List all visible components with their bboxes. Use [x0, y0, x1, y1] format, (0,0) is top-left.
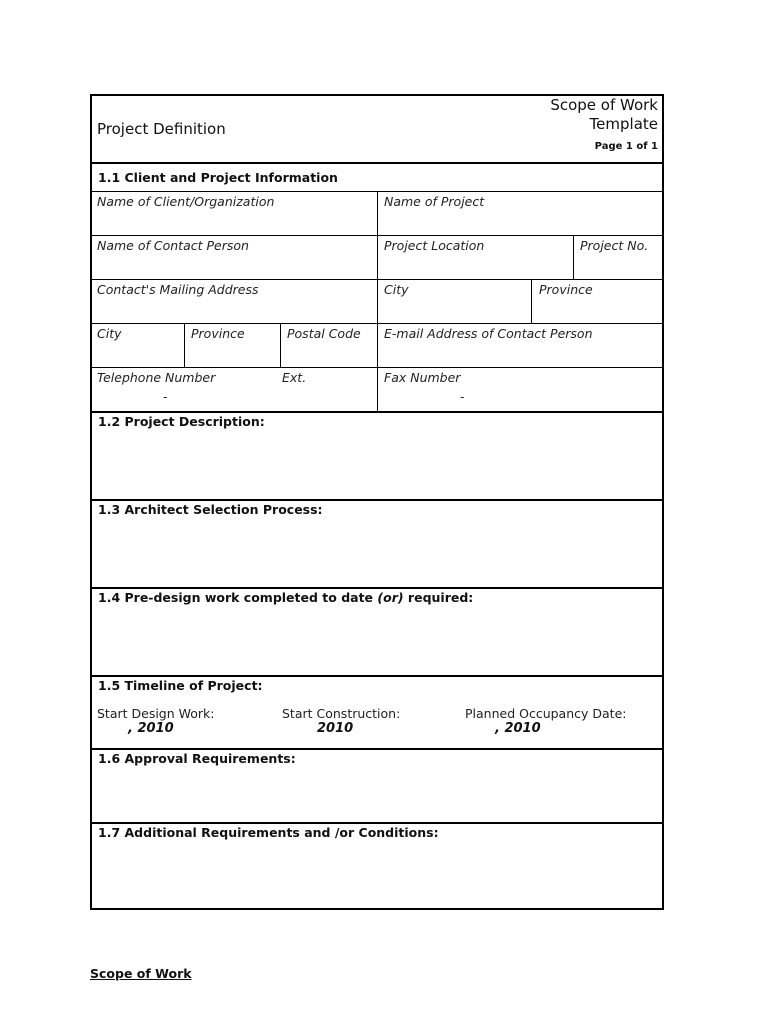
contact-province-field[interactable]: Province — [191, 326, 245, 341]
postal-code-field[interactable]: Postal Code — [287, 326, 361, 341]
additional-requirements-area[interactable] — [92, 844, 662, 908]
telephone-dash: - — [163, 389, 168, 404]
section-1-7-heading: 1.7 Additional Requirements and /or Conditions: — [98, 825, 439, 840]
divider-1-2 — [90, 411, 664, 413]
fax-dash: - — [460, 389, 465, 404]
page-indicator: Page 1 of 1 — [594, 141, 658, 152]
divider-center-vertical — [377, 191, 378, 411]
fax-field[interactable]: Fax Number — [384, 370, 461, 385]
design-start-label: Start Design Work: — [97, 706, 215, 721]
project-city-field[interactable]: City — [384, 282, 409, 297]
template-title-line1: Scope of Work — [550, 96, 658, 114]
project-name-field[interactable]: Name of Project — [384, 194, 485, 209]
section-1-4-heading-or: (or) — [377, 590, 404, 605]
construction-start-label: Start Construction: — [282, 706, 401, 721]
mailing-address-field[interactable]: Contact's Mailing Address — [97, 282, 259, 297]
section-1-1-heading: 1.1 Client and Project Information — [98, 170, 338, 185]
divider-header — [90, 162, 664, 164]
architect-selection-area[interactable] — [92, 521, 662, 585]
section-1-3-heading: 1.3 Architect Selection Process: — [98, 502, 323, 517]
contact-city-field[interactable]: City — [97, 326, 122, 341]
project-description-area[interactable] — [92, 433, 662, 497]
section-1-6-heading: 1.6 Approval Requirements: — [98, 751, 296, 766]
page-title: Project Definition — [97, 120, 226, 138]
section-1-4-heading-suffix: required: — [403, 590, 474, 605]
divider-1-3 — [90, 499, 664, 501]
divider-1-5 — [90, 675, 664, 677]
template-title — [550, 96, 658, 134]
predesign-work-area[interactable] — [92, 609, 662, 673]
template-title-line2: Template — [589, 115, 658, 133]
section-1-4-heading — [98, 590, 473, 605]
section-1-2-heading: 1.2 Project Description: — [98, 414, 265, 429]
construction-start-value[interactable]: 2010 — [317, 721, 354, 736]
email-field[interactable]: E-mail Address of Contact Person — [384, 326, 593, 341]
project-location-field[interactable]: Project Location — [384, 238, 485, 253]
occupancy-date-value[interactable]: , 2010 — [495, 721, 541, 736]
telephone-field[interactable]: Telephone Number — [97, 370, 216, 385]
divider-province-left — [184, 323, 185, 367]
divider-province-right — [531, 279, 532, 323]
divider-1-4 — [90, 587, 664, 589]
section-1-5-heading: 1.5 Timeline of Project: — [98, 678, 263, 693]
occupancy-date-label: Planned Occupancy Date: — [465, 706, 627, 721]
project-no-field[interactable]: Project No. — [580, 238, 649, 253]
section-1-4-heading-prefix: 1.4 Pre-design work completed to date — [98, 590, 378, 605]
divider-1-7 — [90, 822, 664, 824]
design-start-value[interactable]: , 2010 — [128, 721, 174, 736]
approval-requirements-area[interactable] — [92, 770, 662, 820]
project-province-field[interactable]: Province — [539, 282, 593, 297]
ext-field[interactable]: Ext. — [282, 370, 307, 385]
contact-person-field[interactable]: Name of Contact Person — [97, 238, 249, 253]
footer-heading: Scope of Work — [90, 966, 192, 981]
client-org-field[interactable]: Name of Client/Organization — [97, 194, 275, 209]
divider-postal-code — [280, 323, 281, 367]
divider-1-6 — [90, 748, 664, 750]
divider-project-no — [573, 235, 574, 279]
